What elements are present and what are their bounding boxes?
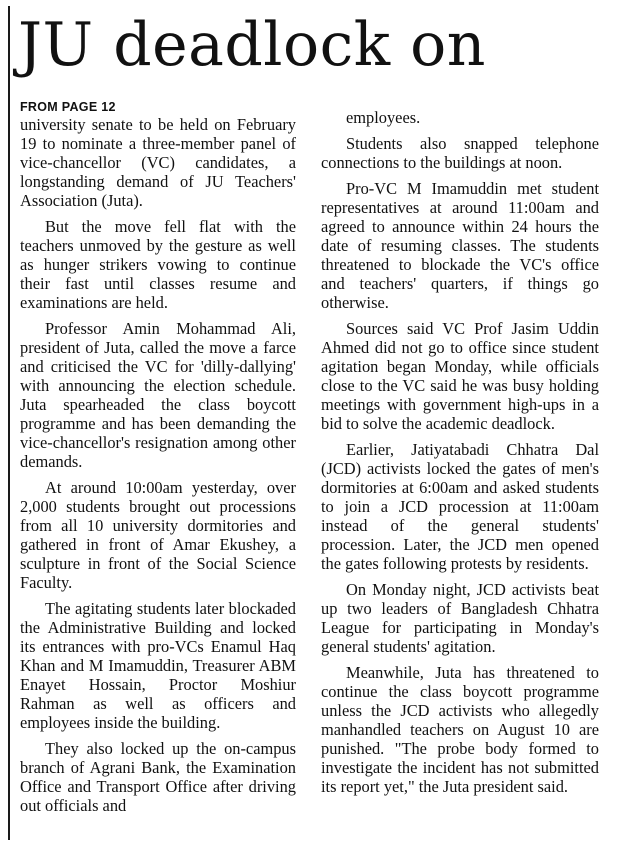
article-paragraph: On Monday night, JCD activists beat up two leaders of Bangladesh Chhatra League for participating in Monday's general students' agitation. bbox=[321, 580, 599, 656]
article-paragraph: The agitating students later blockaded the Administrative Building and locked its entrances with pro-VCs Enamul Haq Khan and M Imamuddin, Treasurer ABM Enayet Hossain, Proctor Moshiur Rahman as well as officers and employees inside the building. bbox=[20, 599, 296, 732]
article-paragraph: Sources said VC Prof Jasim Uddin Ahmed did not go to office since student agitation began Monday, while officials close to the VC said he was busy holding meetings with government high-ups in a bid to solve the academic deadlock. bbox=[321, 319, 599, 433]
column-rule bbox=[8, 6, 10, 840]
headline: JU deadlock on bbox=[18, 10, 486, 80]
article-paragraph: university senate to be held on February 19 to nominate a three-member panel of vice-chancellor (VC) candidates, a longstanding demand of JU Teachers' Association (Juta). bbox=[20, 115, 296, 210]
article-paragraph: Students also snapped telephone connections to the buildings at noon. bbox=[321, 134, 599, 172]
article-column-1 bbox=[20, 100, 296, 822]
kicker: FROM PAGE 12 bbox=[20, 100, 116, 114]
article-column-2 bbox=[321, 108, 599, 803]
article-paragraph: But the move fell flat with the teachers unmoved by the gesture as well as hunger strikers vowing to continue their fast until classes resume and examinations are held. bbox=[20, 217, 296, 312]
article-paragraph: employees. bbox=[346, 108, 421, 127]
article-paragraph: They also locked up the on-campus branch of Agrani Bank, the Examination Office and Transport Office after driving out officials and bbox=[20, 739, 296, 815]
article-paragraph: Pro-VC M Imamuddin met student representatives at around 11:00am and agreed to announce within 24 hours the date of resuming classes. The students threatened to blockade the VC's office and teachers' quarters, if things go otherwise. bbox=[321, 179, 599, 312]
article-paragraph: Meanwhile, Juta has threatened to continue the class boycott programme unless the JCD activists who allegedly manhandled teachers on August 10 are punished. "The probe body formed to investigate the incident has not submitted its report yet," the Juta president said. bbox=[321, 663, 599, 796]
article-paragraph: At around 10:00am yesterday, over 2,000 students brought out processions from all 10 university dormitories and gathered in front of Amar Ekushey, a sculpture in front of the Social Science Faculty. bbox=[20, 478, 296, 592]
article-paragraph: Earlier, Jatiyatabadi Chhatra Dal (JCD) activists locked the gates of men's dormitories at 6:00am and asked students to join a JCD procession at 11:00am instead of the general students' procession. Later, the JCD men opened the gates following protests by residents. bbox=[321, 440, 599, 573]
article-paragraph: Professor Amin Mohammad Ali, president of Juta, called the move a farce and criticised the VC for 'dilly-dallying' with announcing the election schedule. Juta spearheaded the class boycott programme and has been demanding the vice-chancellor's resignation among other demands. bbox=[20, 319, 296, 471]
